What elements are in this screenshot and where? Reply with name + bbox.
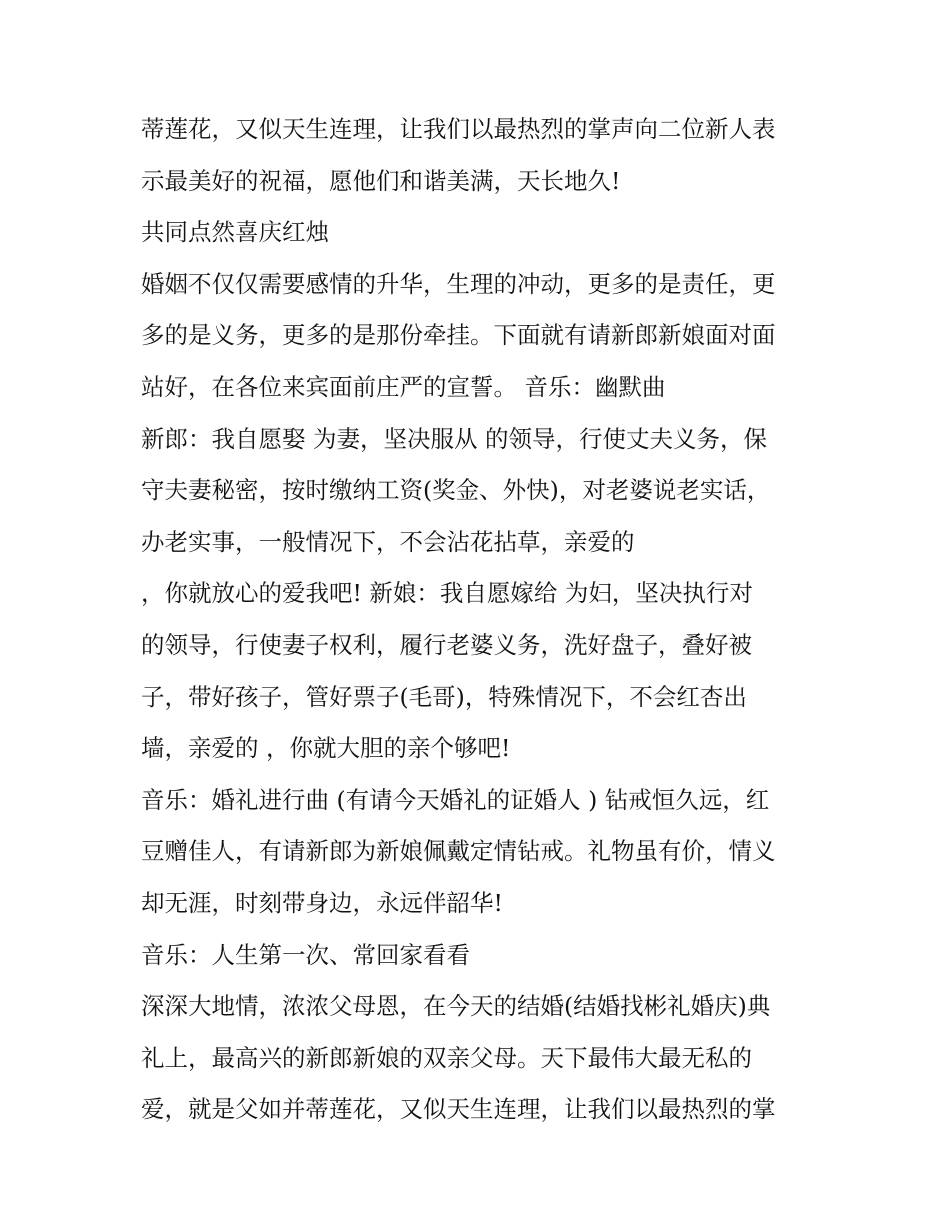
text-line: 礼上，最高兴的新郎新娘的双亲父母。天下最伟大最无私的 [141, 1043, 752, 1072]
text-line: 豆赠佳人，有请新郎为新娘佩戴定情钻戒。礼物虽有价，情义 [141, 837, 776, 866]
text-line: ，你就放心的爱我吧! 新娘：我自愿嫁给 为妇，坚决执行对 [141, 579, 753, 608]
text-line: 音乐：婚礼进行曲 (有请今天婚礼的证婚人 ) 钻戒恒久远，红 [141, 785, 770, 814]
text-line: 蒂莲花，又似天生连理，让我们以最热烈的掌声向二位新人表 [141, 115, 776, 143]
text-line: 站好，在各位来宾面前庄严的宣誓。 音乐：幽默曲 [141, 372, 666, 401]
section-heading: 共同点然喜庆红烛 [141, 218, 329, 247]
text-line: 墙，亲爱的 ，你就大胆的亲个够吧! [141, 734, 511, 763]
text-line: 多的是义务，更多的是那份牵挂。下面就有请新郎新娘面对面 [141, 321, 776, 350]
text-line: 的领导，行使妻子权利，履行老婆义务，洗好盘子，叠好被 [141, 630, 752, 659]
text-line: 办老实事，一般情况下，不会沾花拈草，亲爱的 [141, 527, 635, 556]
text-line: 新郎：我自愿娶 为妻，坚决服从 的领导，行使丈夫义务，保 [141, 424, 767, 453]
text-line: 深深大地情，浓浓父母恩，在今天的结婚(结婚找彬礼婚庆)典 [141, 992, 771, 1021]
text-line: 音乐：人生第一次、常回家看看 [141, 940, 470, 969]
text-line: 却无涯，时刻带身边，永远伴韶华! [141, 888, 503, 917]
text-line: 守夫妻秘密，按时缴纳工资(奖金、外快)，对老婆说老实话， [141, 476, 771, 505]
text-line: 婚姻不仅仅需要感情的升华，生理的冲动，更多的是责任，更 [141, 269, 776, 298]
text-line: 示最美好的祝福，愿他们和谐美满，天长地久! [141, 166, 621, 195]
document-body [141, 104, 821, 1136]
text-line: 子，带好孩子，管好票子(毛哥)，特殊情况下，不会红杏出 [141, 682, 747, 711]
text-line: 爱，就是父如并蒂莲花，又似天生连理，让我们以最热烈的掌 [141, 1095, 776, 1124]
